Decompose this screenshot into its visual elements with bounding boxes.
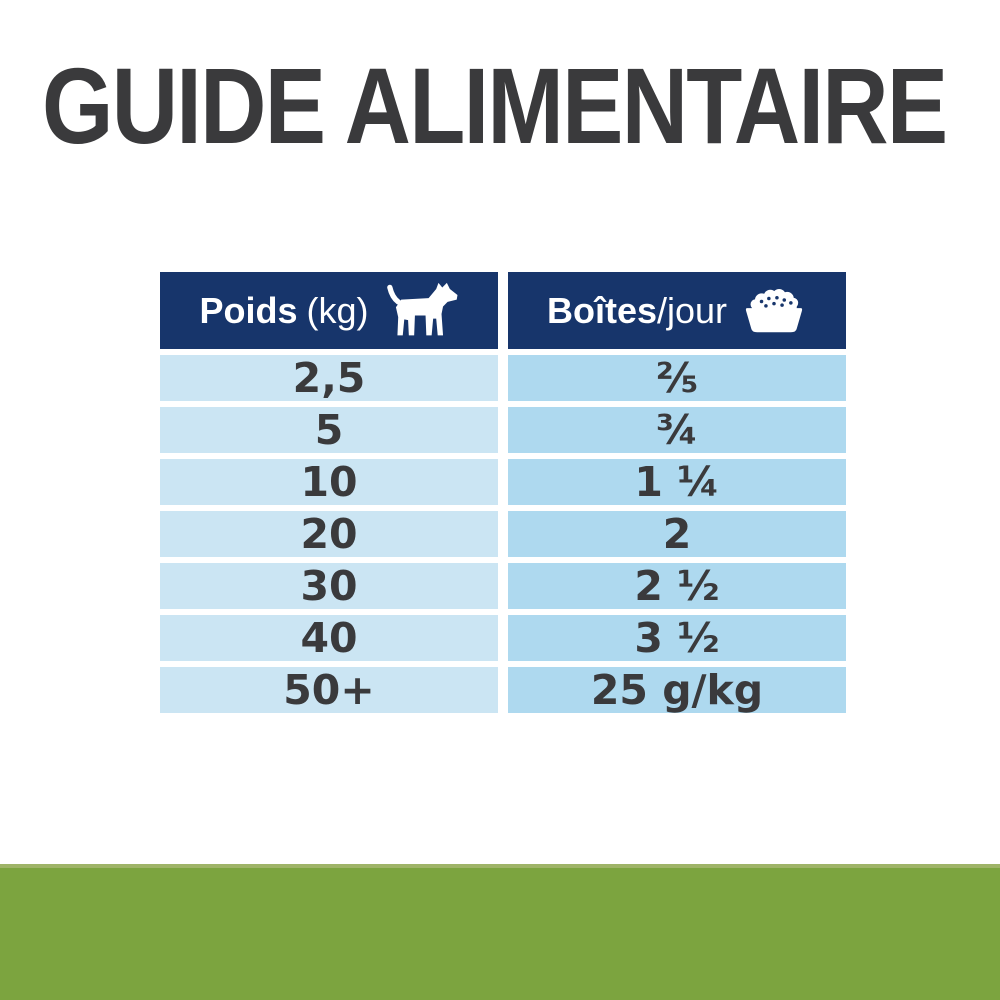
amount-cell: 25 g/kg xyxy=(508,667,846,713)
weight-cell: 2,5 xyxy=(160,355,498,401)
amount-cell: 2 ½ xyxy=(508,563,846,609)
weight-cell: 10 xyxy=(160,459,498,505)
amount-column-header xyxy=(508,272,846,349)
weight-cell: 50+ xyxy=(160,667,498,713)
dog-icon xyxy=(383,282,459,340)
amount-header-label: Boîtes/jour xyxy=(546,289,728,331)
amount-cell: 2 xyxy=(508,511,846,557)
weight-column-header xyxy=(160,272,498,349)
amount-cell: ⅖ xyxy=(508,355,846,401)
weight-cell: 30 xyxy=(160,563,498,609)
green-footer-band xyxy=(0,864,1000,1000)
weight-header-label: Poids (kg) xyxy=(199,289,369,331)
weight-cell: 5 xyxy=(160,407,498,453)
amount-cell: ¾ xyxy=(508,407,846,453)
amount-cell: 1 ¼ xyxy=(508,459,846,505)
feeding-guide-table xyxy=(160,272,846,713)
weight-cell: 20 xyxy=(160,511,498,557)
amount-cell: 3 ½ xyxy=(508,615,846,661)
weight-cell: 40 xyxy=(160,615,498,661)
food-bowl-icon xyxy=(741,286,807,336)
page-title: GUIDE ALIMENTAIRE xyxy=(42,45,947,166)
